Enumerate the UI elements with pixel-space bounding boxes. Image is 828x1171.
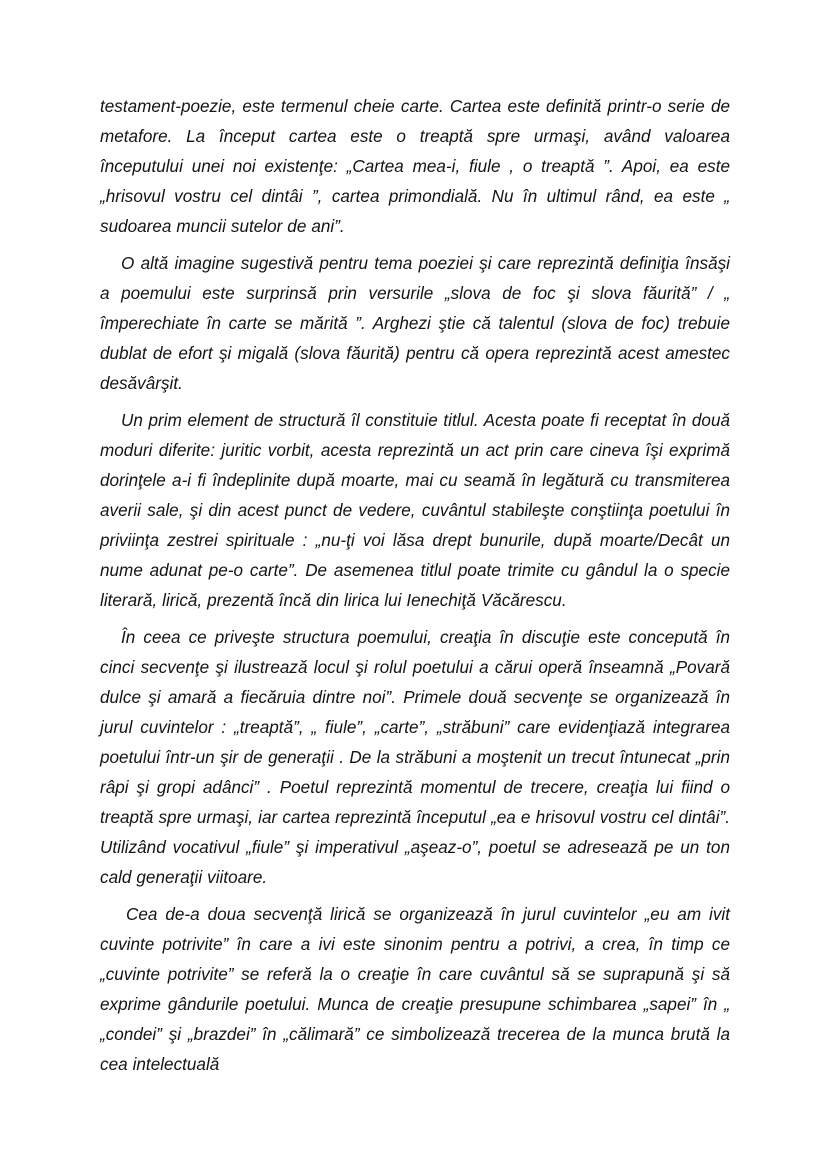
paragraph-slova-de-foc: O altă imagine sugestivă pentru tema poeziei şi care reprezintă definiţia însăşi a poemului este surprinsă prin versurile „slova de foc şi slova făurită” / „ împerechiate în carte se mărită ”. Arghezi ştie că talentul (slova de foc) trebuie dublat de efort şi migală (slova făurită) pentru că opera reprezintă acest amestec desăvârşit. <box>100 254 730 393</box>
paragraph-cartea-metafore: testament-poezie, este termenul cheie carte. Cartea este definită printr-o serie de metafore. La început cartea este o treaptă spre urmaşi, având valoarea începutului unei noi existenţe: „Cartea mea-i, fiule , o treaptă ”. Apoi, ea este „hrisovul vostru cel dintâi ”, cartea primondială. Nu în ultimul rând, ea este „ sudoarea muncii sutelor de ani”. <box>100 97 730 236</box>
document-text-body <box>100 92 730 1080</box>
paragraph-a-doua-secventa: Cea de-a doua secvenţă lirică se organizează în jurul cuvintelor „eu am ivit cuvinte potrivite” în care a ivi este sinonim pentru a potrivi, a crea, în timp ce „cuvinte potrivite” se referă la o creaţie în care cuvântul să se suprapună şi să exprime gândurile poetului. Munca de creaţie presupune schimbarea „sapei” în „ „condei” şi „brazdei” în „călimară” ce simbolizează trecerea de la munca brută la cea intelectuală <box>100 905 730 1074</box>
paragraph-titlul: Un prim element de structură îl constituie titlul. Acesta poate fi receptat în două moduri diferite: juritic vorbit, acesta reprezintă un act prin care cineva îşi exprimă dorinţele a-i fi îndeplinite după moarte, mai cu seamă în legătură cu transmiterea averii sale, şi din acest punct de vedere, cuvântul stabileşte conştiinţa poetului în priviinţa zestrei spirituale : „nu-ţi voi lăsa drept bunurile, după moarte/Decât un nume adunat pe-o carte”. De asemenea titlul poate trimite cu gândul la o specie literară, lirică, prezentă încă din lirica lui Ienechiţă Văcărescu. <box>100 411 730 610</box>
paragraph-structura-poemului: În ceea ce priveşte structura poemului, creaţia în discuţie este concepută în cinci secvenţe şi ilustrează locul şi rolul poetului a cărui operă înseamnă „Povară dulce şi amară a fiecăruia dintre noi”. Primele două secvenţe se organizează în jurul cuvintelor : „treaptă”, „ fiule”, „carte”, „străbuni” care evidenţiază integrarea poetului într-un şir de generaţii . De la străbuni a moştenit un trecut întunecat „prin râpi şi gropi adânci” . Poetul reprezintă momentul de trecere, creaţia lui fiind o treaptă spre urmaşi, iar cartea reprezintă începutul „ea e hrisovul vostru cel dintâi”. Utilizând vocativul „fiule” şi imperativul „aşeaz-o”, poetul se adresează pe un ton cald generaţii viitoare. <box>100 628 730 887</box>
